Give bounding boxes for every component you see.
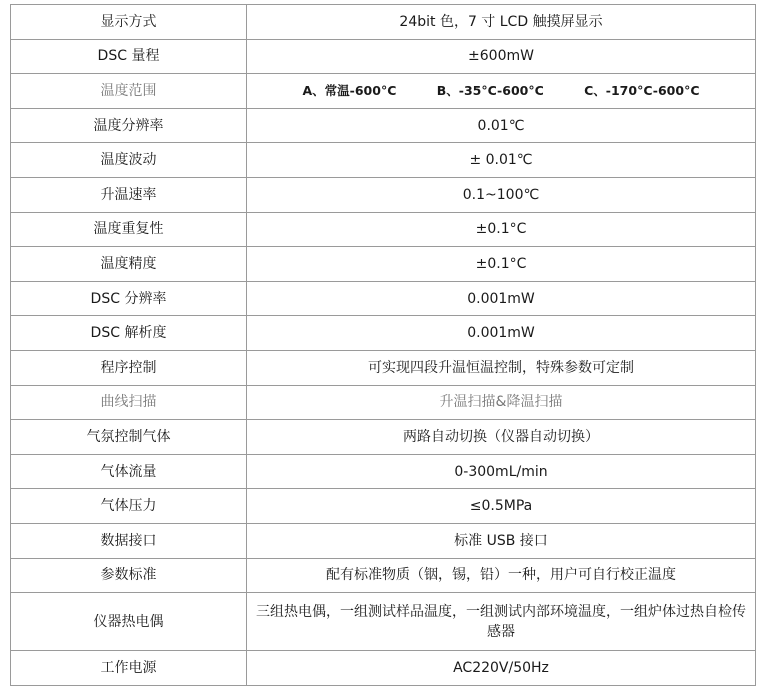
table-row xyxy=(11,593,756,651)
param-name: 工作电源 xyxy=(11,651,247,686)
param-name: 温度范围 xyxy=(11,74,247,109)
spec-table xyxy=(10,4,756,686)
table-row xyxy=(11,651,756,686)
table-row xyxy=(11,558,756,593)
param-value: ≤0.5MPa xyxy=(247,489,756,524)
range-b: B、-35°C-600°C xyxy=(436,82,544,98)
table-row xyxy=(11,5,756,40)
param-value: ± 0.01℃ xyxy=(247,143,756,178)
table-row xyxy=(11,281,756,316)
range-c: C、-170°C-600°C xyxy=(584,82,700,98)
param-value: 升温扫描&降温扫描 xyxy=(247,385,756,420)
param-name: 参数标准 xyxy=(11,558,247,593)
param-name: 温度精度 xyxy=(11,247,247,282)
param-name: 气体流量 xyxy=(11,454,247,489)
table-row xyxy=(11,350,756,385)
table-row xyxy=(11,74,756,109)
table-row xyxy=(11,385,756,420)
table-row xyxy=(11,177,756,212)
param-name: 仪器热电偶 xyxy=(11,593,247,651)
table-row xyxy=(11,39,756,74)
param-value: ±0.1°C xyxy=(247,247,756,282)
param-name: 气氛控制气体 xyxy=(11,420,247,455)
range-a: A、常温-600°C xyxy=(302,82,397,98)
param-value: 0.1~100℃ xyxy=(247,177,756,212)
param-name: 显示方式 xyxy=(11,5,247,40)
param-value: 0-300mL/min xyxy=(247,454,756,489)
param-value: 三组热电偶，一组测试样品温度，一组测试内部环境温度，一组炉体过热自检传感器 xyxy=(247,593,756,651)
param-name: DSC 量程 xyxy=(11,39,247,74)
param-value: AC220V/50Hz xyxy=(247,651,756,686)
param-name: 温度分辨率 xyxy=(11,108,247,143)
param-value: 配有标准物质（铟，锡，铅）一种，用户可自行校正温度 xyxy=(247,558,756,593)
param-value: 可实现四段升温恒温控制，特殊参数可定制 xyxy=(247,350,756,385)
param-name: 数据接口 xyxy=(11,523,247,558)
param-name: 温度重复性 xyxy=(11,212,247,247)
param-name: 气体压力 xyxy=(11,489,247,524)
param-name: DSC 解析度 xyxy=(11,316,247,351)
table-row xyxy=(11,454,756,489)
param-value: ±600mW xyxy=(247,39,756,74)
param-name: 曲线扫描 xyxy=(11,385,247,420)
param-name: 升温速率 xyxy=(11,177,247,212)
param-name: 温度波动 xyxy=(11,143,247,178)
table-row xyxy=(11,316,756,351)
table-row xyxy=(11,143,756,178)
param-value: 0.001mW xyxy=(247,316,756,351)
table-row xyxy=(11,247,756,282)
param-value: 24bit 色，7 寸 LCD 触摸屏显示 xyxy=(247,5,756,40)
param-value: ±0.1°C xyxy=(247,212,756,247)
table-row xyxy=(11,489,756,524)
table-row xyxy=(11,212,756,247)
param-value-ranges xyxy=(247,74,756,109)
param-value: 0.01℃ xyxy=(247,108,756,143)
param-value: 标准 USB 接口 xyxy=(247,523,756,558)
param-name: 程序控制 xyxy=(11,350,247,385)
param-value: 两路自动切换（仪器自动切换） xyxy=(247,420,756,455)
table-row xyxy=(11,523,756,558)
param-name: DSC 分辨率 xyxy=(11,281,247,316)
table-row xyxy=(11,108,756,143)
param-value: 0.001mW xyxy=(247,281,756,316)
table-row xyxy=(11,420,756,455)
